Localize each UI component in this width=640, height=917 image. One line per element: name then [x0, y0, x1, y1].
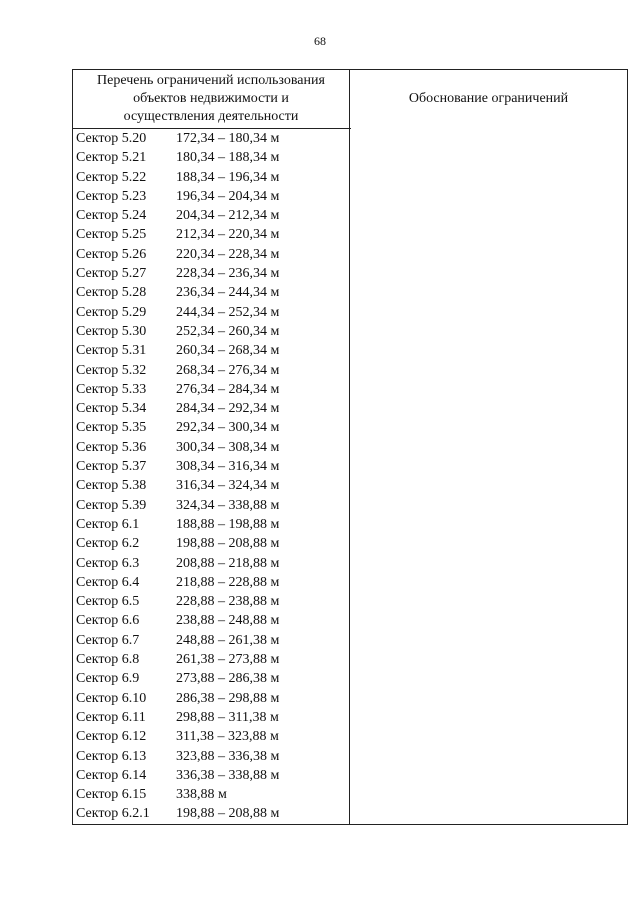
page-number: 68	[314, 34, 326, 48]
table-row	[76, 708, 346, 727]
sector-range: 244,34 – 252,34 м	[176, 304, 280, 320]
sector-range: 261,38 – 273,88 м	[176, 652, 280, 668]
sector-name: Сектор 6.3	[76, 555, 140, 571]
sector-range: 238,88 – 248,88 м	[176, 613, 280, 629]
table-row	[76, 592, 346, 611]
table-row	[76, 457, 346, 476]
sector-range: 286,38 – 298,88 м	[176, 690, 280, 706]
sector-range: 228,88 – 238,88 м	[176, 594, 280, 610]
sector-range: 268,34 – 276,34 м	[176, 362, 280, 378]
sector-range: 188,34 – 196,34 м	[176, 169, 280, 185]
table-row	[76, 669, 346, 688]
sector-range: 273,88 – 286,38 м	[176, 671, 280, 687]
sector-rows	[76, 129, 346, 824]
sector-range: 284,34 – 292,34 м	[176, 401, 280, 417]
table-row	[76, 650, 346, 669]
table-row	[76, 418, 346, 437]
table-row	[76, 554, 346, 573]
table-row	[76, 496, 346, 515]
sector-name: Сектор 5.21	[76, 150, 147, 166]
table-row	[76, 380, 346, 399]
sector-range: 212,34 – 220,34 м	[176, 227, 280, 243]
sector-range: 323,88 – 336,38 м	[176, 748, 280, 764]
sector-name: Сектор 5.27	[76, 266, 147, 282]
sector-range: 252,34 – 260,34 м	[176, 323, 280, 339]
sector-range: 188,88 – 198,88 м	[176, 516, 280, 532]
sector-name: Сектор 5.30	[76, 323, 147, 339]
sector-name: Сектор 6.15	[76, 787, 147, 803]
sector-name: Сектор 5.35	[76, 420, 147, 436]
sector-name: Сектор 5.34	[76, 401, 147, 417]
sector-name: Сектор 6.2.1	[76, 806, 150, 822]
table-row	[76, 225, 346, 244]
table-row	[76, 148, 346, 167]
table-row	[76, 187, 346, 206]
sector-name: Сектор 6.10	[76, 690, 147, 706]
header-justification: Обоснование ограничений	[408, 91, 569, 106]
sector-name: Сектор 5.38	[76, 478, 147, 494]
table-row	[76, 438, 346, 457]
sector-range: 276,34 – 284,34 м	[176, 381, 280, 397]
sector-range: 220,34 – 228,34 м	[176, 246, 280, 262]
sector-name: Сектор 6.11	[76, 709, 146, 725]
table-row	[76, 399, 346, 418]
sector-range: 228,34 – 236,34 м	[176, 266, 280, 282]
sector-range: 292,34 – 300,34 м	[176, 420, 280, 436]
sector-name: Сектор 6.6	[76, 613, 140, 629]
table-row	[76, 611, 346, 630]
sector-name: Сектор 6.4	[76, 574, 140, 590]
table-row	[76, 303, 346, 322]
table-row	[76, 689, 346, 708]
sector-name: Сектор 5.24	[76, 208, 147, 224]
sector-range: 316,34 – 324,34 м	[176, 478, 280, 494]
sector-name: Сектор 6.5	[76, 594, 140, 610]
table-row	[76, 206, 346, 225]
sector-range: 198,88 – 208,88 м	[176, 806, 280, 822]
sector-name: Сектор 5.20	[76, 131, 147, 146]
table-row	[76, 747, 346, 766]
table-row	[76, 476, 346, 495]
sector-range: 308,34 – 316,34 м	[176, 459, 280, 475]
sector-name: Сектор 6.12	[76, 729, 147, 745]
table-row	[76, 322, 346, 341]
sector-range: 336,38 – 338,88 м	[176, 767, 280, 783]
sector-range: 218,88 – 228,88 м	[176, 574, 280, 590]
sector-name: Сектор 6.1	[76, 516, 140, 532]
sector-range: 180,34 – 188,34 м	[176, 150, 280, 166]
table-row	[76, 631, 346, 650]
sector-range: 324,34 – 338,88 м	[176, 497, 280, 513]
table-row	[76, 264, 346, 283]
sector-name: Сектор 5.32	[76, 362, 147, 378]
sector-range: 172,34 – 180,34 м	[176, 131, 280, 146]
table-row	[76, 361, 346, 380]
sector-name: Сектор 6.7	[76, 632, 140, 648]
sector-range: 260,34 – 268,34 м	[176, 343, 280, 359]
table-row	[76, 785, 346, 804]
header-line: объектов недвижимости и	[133, 91, 289, 106]
sector-name: Сектор 6.13	[76, 748, 147, 764]
sector-name: Сектор 6.8	[76, 652, 140, 668]
table-row	[76, 168, 346, 187]
sector-name: Сектор 5.22	[76, 169, 147, 185]
table-row	[76, 534, 346, 553]
header-restrictions-list	[73, 72, 349, 126]
table-row	[76, 727, 346, 746]
sector-range: 338,88 м	[176, 787, 227, 803]
sector-name: Сектор 5.26	[76, 246, 147, 262]
sector-range: 236,34 – 244,34 м	[176, 285, 280, 301]
sector-name: Сектор 5.29	[76, 304, 147, 320]
table-row	[76, 341, 346, 360]
sector-range: 196,34 – 204,34 м	[176, 188, 280, 204]
table-row	[76, 804, 346, 823]
header-line: Перечень ограничений использования	[97, 73, 325, 88]
sector-range: 298,88 – 311,38 м	[176, 709, 279, 725]
sector-range: 198,88 – 208,88 м	[176, 536, 280, 552]
header-line: осуществления деятельности	[123, 109, 299, 124]
sector-name: Сектор 6.14	[76, 767, 147, 783]
sector-range: 208,88 – 218,88 м	[176, 555, 280, 571]
restrictions-table	[72, 69, 628, 825]
sector-name: Сектор 5.39	[76, 497, 147, 513]
table-row	[76, 766, 346, 785]
sector-name: Сектор 5.37	[76, 459, 147, 475]
sector-range: 311,38 – 323,88 м	[176, 729, 279, 745]
sector-range: 300,34 – 308,34 м	[176, 439, 280, 455]
table-row	[76, 245, 346, 264]
sector-name: Сектор 5.33	[76, 381, 147, 397]
sector-name: Сектор 5.28	[76, 285, 147, 301]
sector-name: Сектор 5.25	[76, 227, 147, 243]
table-row	[76, 283, 346, 302]
sector-name: Сектор 5.31	[76, 343, 147, 359]
table-row	[76, 573, 346, 592]
sector-range: 248,88 – 261,38 м	[176, 632, 280, 648]
sector-name: Сектор 6.9	[76, 671, 140, 687]
table-row	[76, 129, 346, 148]
column-divider	[349, 70, 350, 824]
table-row	[76, 515, 346, 534]
sector-name: Сектор 5.23	[76, 188, 147, 204]
sector-name: Сектор 5.36	[76, 439, 147, 455]
sector-name: Сектор 6.2	[76, 536, 140, 552]
sector-range: 204,34 – 212,34 м	[176, 208, 280, 224]
